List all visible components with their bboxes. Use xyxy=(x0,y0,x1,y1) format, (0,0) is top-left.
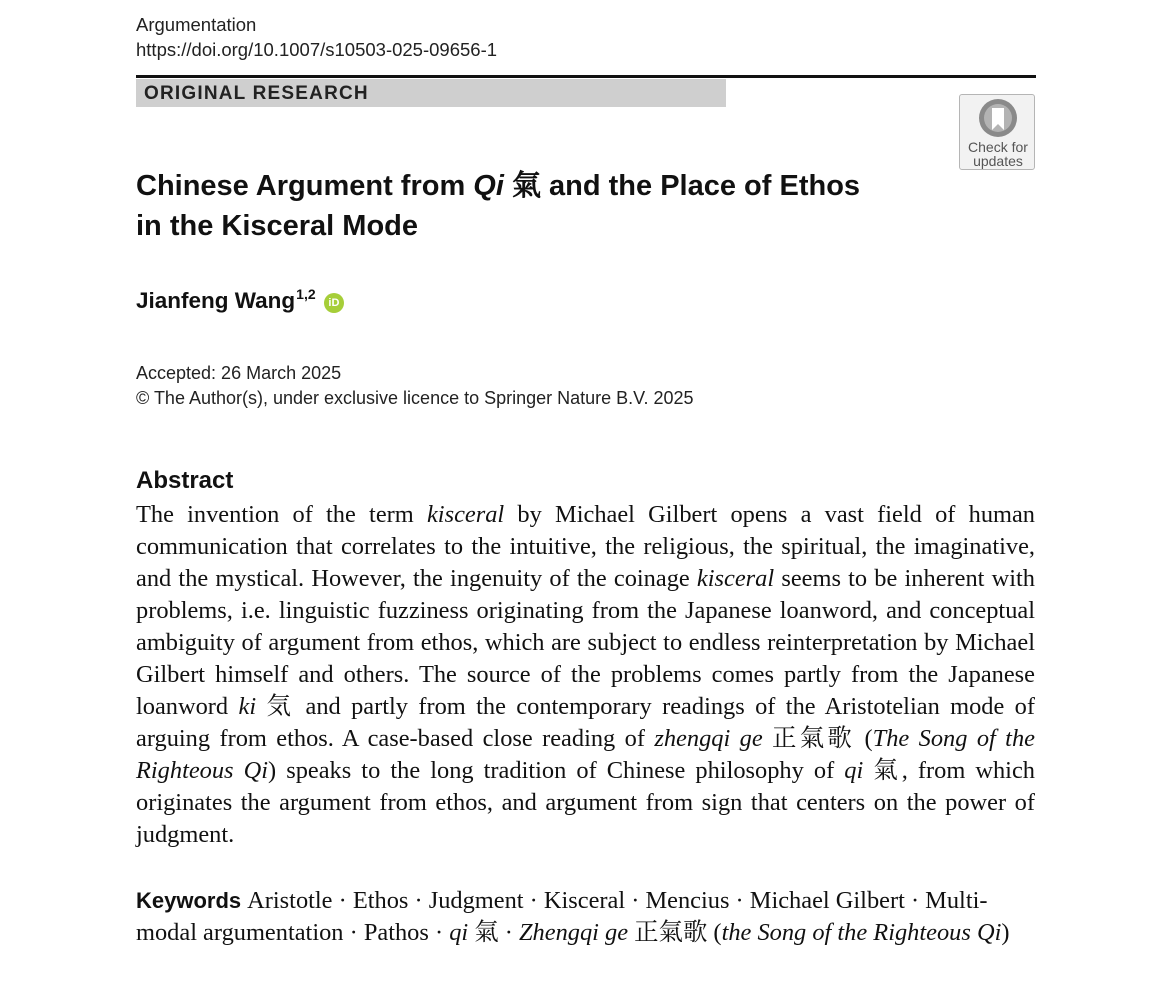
abstract-term-qi: qi xyxy=(844,757,864,784)
doi-link[interactable]: https://doi.org/10.1007/s10503-025-09656-1 xyxy=(136,39,498,60)
keywords-list: Aristotle · Ethos · Judgment · Kisceral · Mencius · Michael Gilbert · Multi-modal argumentation · Pathos · xyxy=(136,887,988,946)
check-for-updates-icon xyxy=(978,98,1018,138)
orcid-icon[interactable]: iD xyxy=(324,293,344,313)
article-title xyxy=(136,166,916,246)
keywords-label: Keywords xyxy=(136,888,242,913)
abstract-segment: 正氣歌 ( xyxy=(762,725,873,752)
abstract-segment: The invention of the term xyxy=(136,501,427,528)
abstract-term-kisceral: kisceral xyxy=(426,501,505,528)
author-name[interactable]: Jianfeng Wang xyxy=(136,288,296,313)
title-qi: Qi xyxy=(473,170,504,202)
title-part2: 氣 and the Place of Ethos xyxy=(503,170,861,202)
author-line xyxy=(136,286,344,314)
accepted-date: Accepted: 26 March 2025 xyxy=(136,363,342,383)
journal-name: Argumentation xyxy=(136,14,257,35)
abstract-term-zhengqi-ge: zhengqi ge xyxy=(654,725,763,752)
abstract-segment: 気 and partly from the contemporary readings of the Aristotelian mode of arguing from ethos. A case-based close reading of xyxy=(136,693,1036,752)
keyword-qi: qi xyxy=(449,919,469,946)
abstract-term-song-title: The Song of the Righteous Qi xyxy=(136,725,1035,784)
copyright-line: © The Author(s), under exclusive licence to Springer Nature B.V. 2025 xyxy=(136,388,694,408)
keywords xyxy=(136,885,1035,949)
check-label-line1: Check for xyxy=(968,139,1028,155)
keywords-list: 正氣歌 ( xyxy=(628,919,722,946)
keyword-zhengqi-ge: Zhengqi ge xyxy=(518,919,629,946)
title-line2: in the Kisceral Mode xyxy=(136,210,419,242)
keyword-song-title: the Song of the Righteous Qi xyxy=(721,919,1002,946)
check-for-updates-badge[interactable] xyxy=(959,94,1035,170)
author-affiliation[interactable]: 1,2 xyxy=(296,286,316,302)
journal-header xyxy=(136,12,497,62)
abstract-term-ki: ki xyxy=(238,693,257,720)
abstract-segment: ) speaks to the long tradition of Chinese philosophy of xyxy=(268,757,845,784)
abstract-term-kisceral: kisceral xyxy=(696,565,775,592)
header-rule xyxy=(136,75,1036,78)
section-bar xyxy=(136,79,726,107)
abstract-segment: seems to be inherent with problems, i.e. linguistic fuzziness originating from the Japanese loanword, and conceptual ambiguity of argument from ethos, which are subject to endless reinterpretation by Michael Gilbert himself and others. The source of the problems comes partly from the Japanese loanword xyxy=(136,565,1035,720)
abstract-text xyxy=(136,499,1035,851)
title-part1: Chinese Argument from xyxy=(136,170,474,202)
keywords-list: ) xyxy=(1001,919,1010,946)
abstract-segment: 氣, from which originates the argument from ethos, and argument from sign that centers on the power of judgment. xyxy=(136,757,1035,848)
keywords-list: 氣 · xyxy=(468,919,519,946)
article-dates xyxy=(136,361,694,411)
check-label-line2: updates xyxy=(973,153,1023,169)
section-label: ORIGINAL RESEARCH xyxy=(144,83,369,104)
abstract-heading: Abstract xyxy=(136,467,234,494)
abstract-segment: by Michael Gilbert opens a vast field of human communication that correlates to the intuitive, the religious, the spiritual, the imaginative, and the mystical. However, the ingenuity of the coinage xyxy=(136,501,1036,592)
